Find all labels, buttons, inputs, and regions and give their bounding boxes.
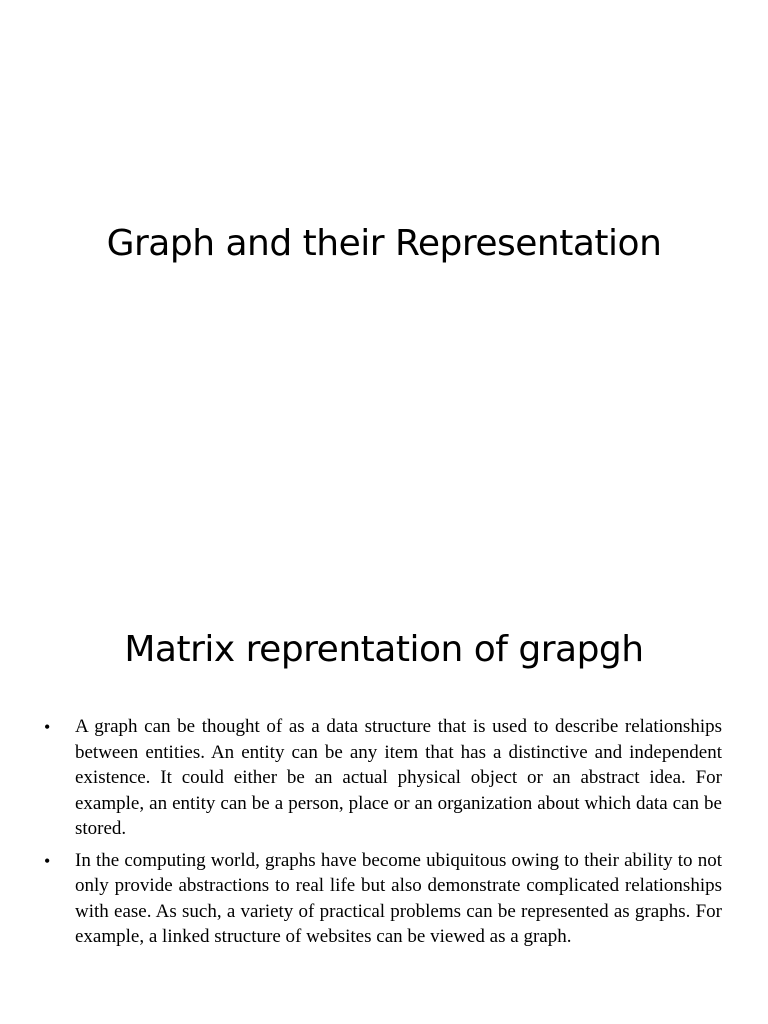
slide-heading: Matrix reprentation of grapgh	[124, 629, 644, 670]
bullet-icon: •	[44, 717, 51, 737]
slide-title: Graph and their Representation	[106, 223, 662, 264]
bullet-item	[44, 714, 722, 842]
bullet-text: A graph can be thought of as a data structure that is used to describe relationships between entities. An entity can be any item that has a distinctive and independent existence. It could either be an actual physical object or an abstract idea. For example, an entity can be a person, place or an organization about which data can be stored.	[75, 716, 722, 839]
content-slide	[0, 576, 768, 1024]
bullet-list	[44, 714, 722, 956]
bullet-item	[44, 848, 722, 950]
bullet-text: In the computing world, graphs have become ubiquitous owing to their ability to not only provide abstractions to real life but also demonstrate complicated relationships with ease. As such, a variety of practical problems can be represented as graphs. For example, a linked structure of websites can be viewed as a graph.	[75, 849, 722, 947]
bullet-icon: •	[44, 850, 51, 871]
